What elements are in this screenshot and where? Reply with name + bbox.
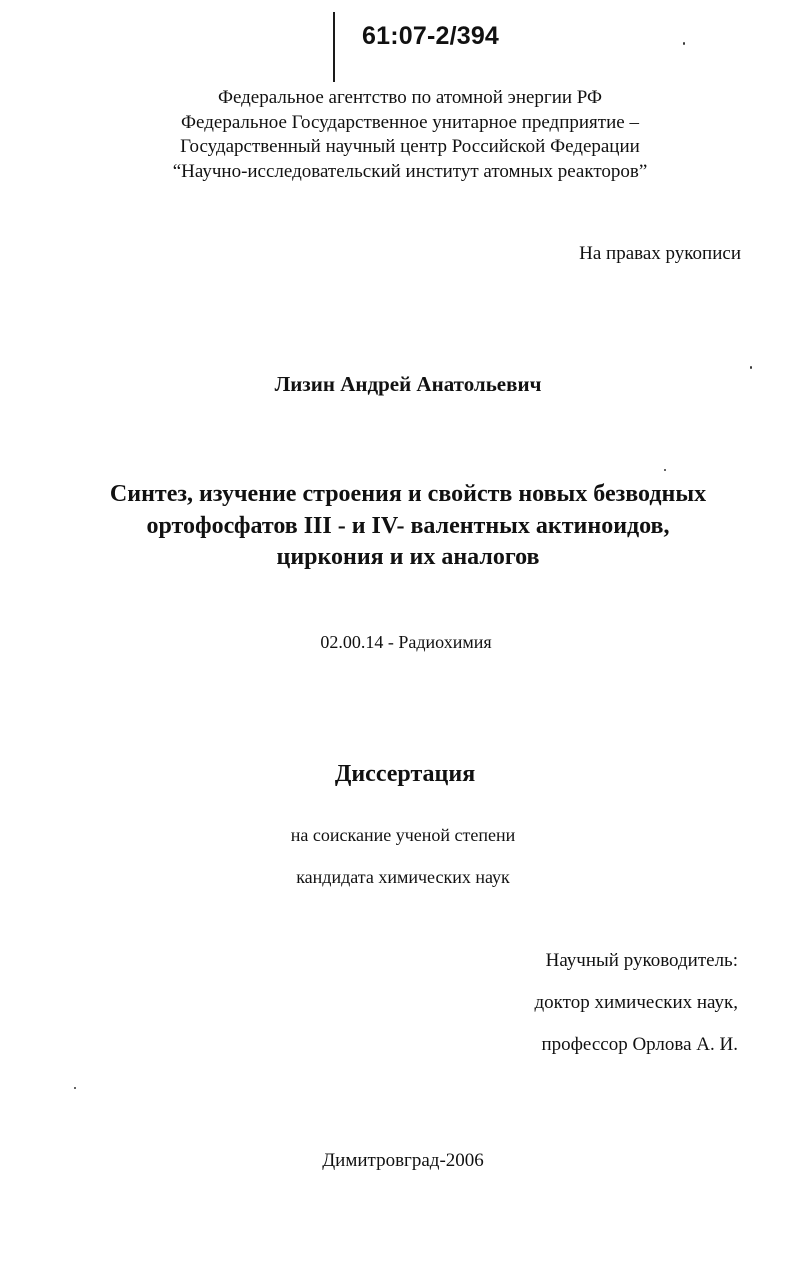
author-name: Лизин Андрей Анатольевич [274, 372, 542, 396]
scan-speck [750, 366, 752, 369]
city-year: Димитровград-2006 [322, 1150, 484, 1171]
scan-speck [683, 42, 685, 45]
supervisor-degree: доктор химических наук, [534, 992, 738, 1013]
title-line: Синтез, изучение строения и свойств новых безводных [109, 481, 707, 507]
document-type: Диссертация [334, 761, 476, 787]
supervisor-name: профессор Орлова А. И. [541, 1034, 738, 1055]
manuscript-note: На правах рукописи [579, 243, 741, 264]
organization-block [100, 86, 720, 184]
organization-line: Государственный научный центр Российской Федерации [180, 136, 640, 157]
degree-line-1: на соискание ученой степени [290, 825, 516, 845]
catalog-number: 61:07-2/394 [362, 22, 500, 50]
specialty-code: 02.00.14 - Радиохимия [320, 632, 492, 652]
dissertation-title [60, 479, 756, 574]
scan-speck [74, 1087, 76, 1089]
scan-speck [664, 469, 666, 471]
stamp-vertical-line [333, 12, 335, 82]
title-line: ортофосфатов III - и IV- валентных актиноидов, [146, 512, 670, 539]
organization-line: “Научно-исследовательский институт атомных реакторов” [172, 160, 648, 182]
organization-line: Федеральное Государственное унитарное предприятие – [181, 111, 639, 133]
supervisor-block [535, 950, 738, 1076]
title-line: циркония и их аналогов [276, 544, 540, 570]
degree-line-2: кандидата химических наук [296, 867, 510, 887]
supervisor-label: Научный руководитель: [545, 950, 738, 971]
organization-line: Федеральное агентство по атомной энергии РФ [217, 87, 603, 108]
